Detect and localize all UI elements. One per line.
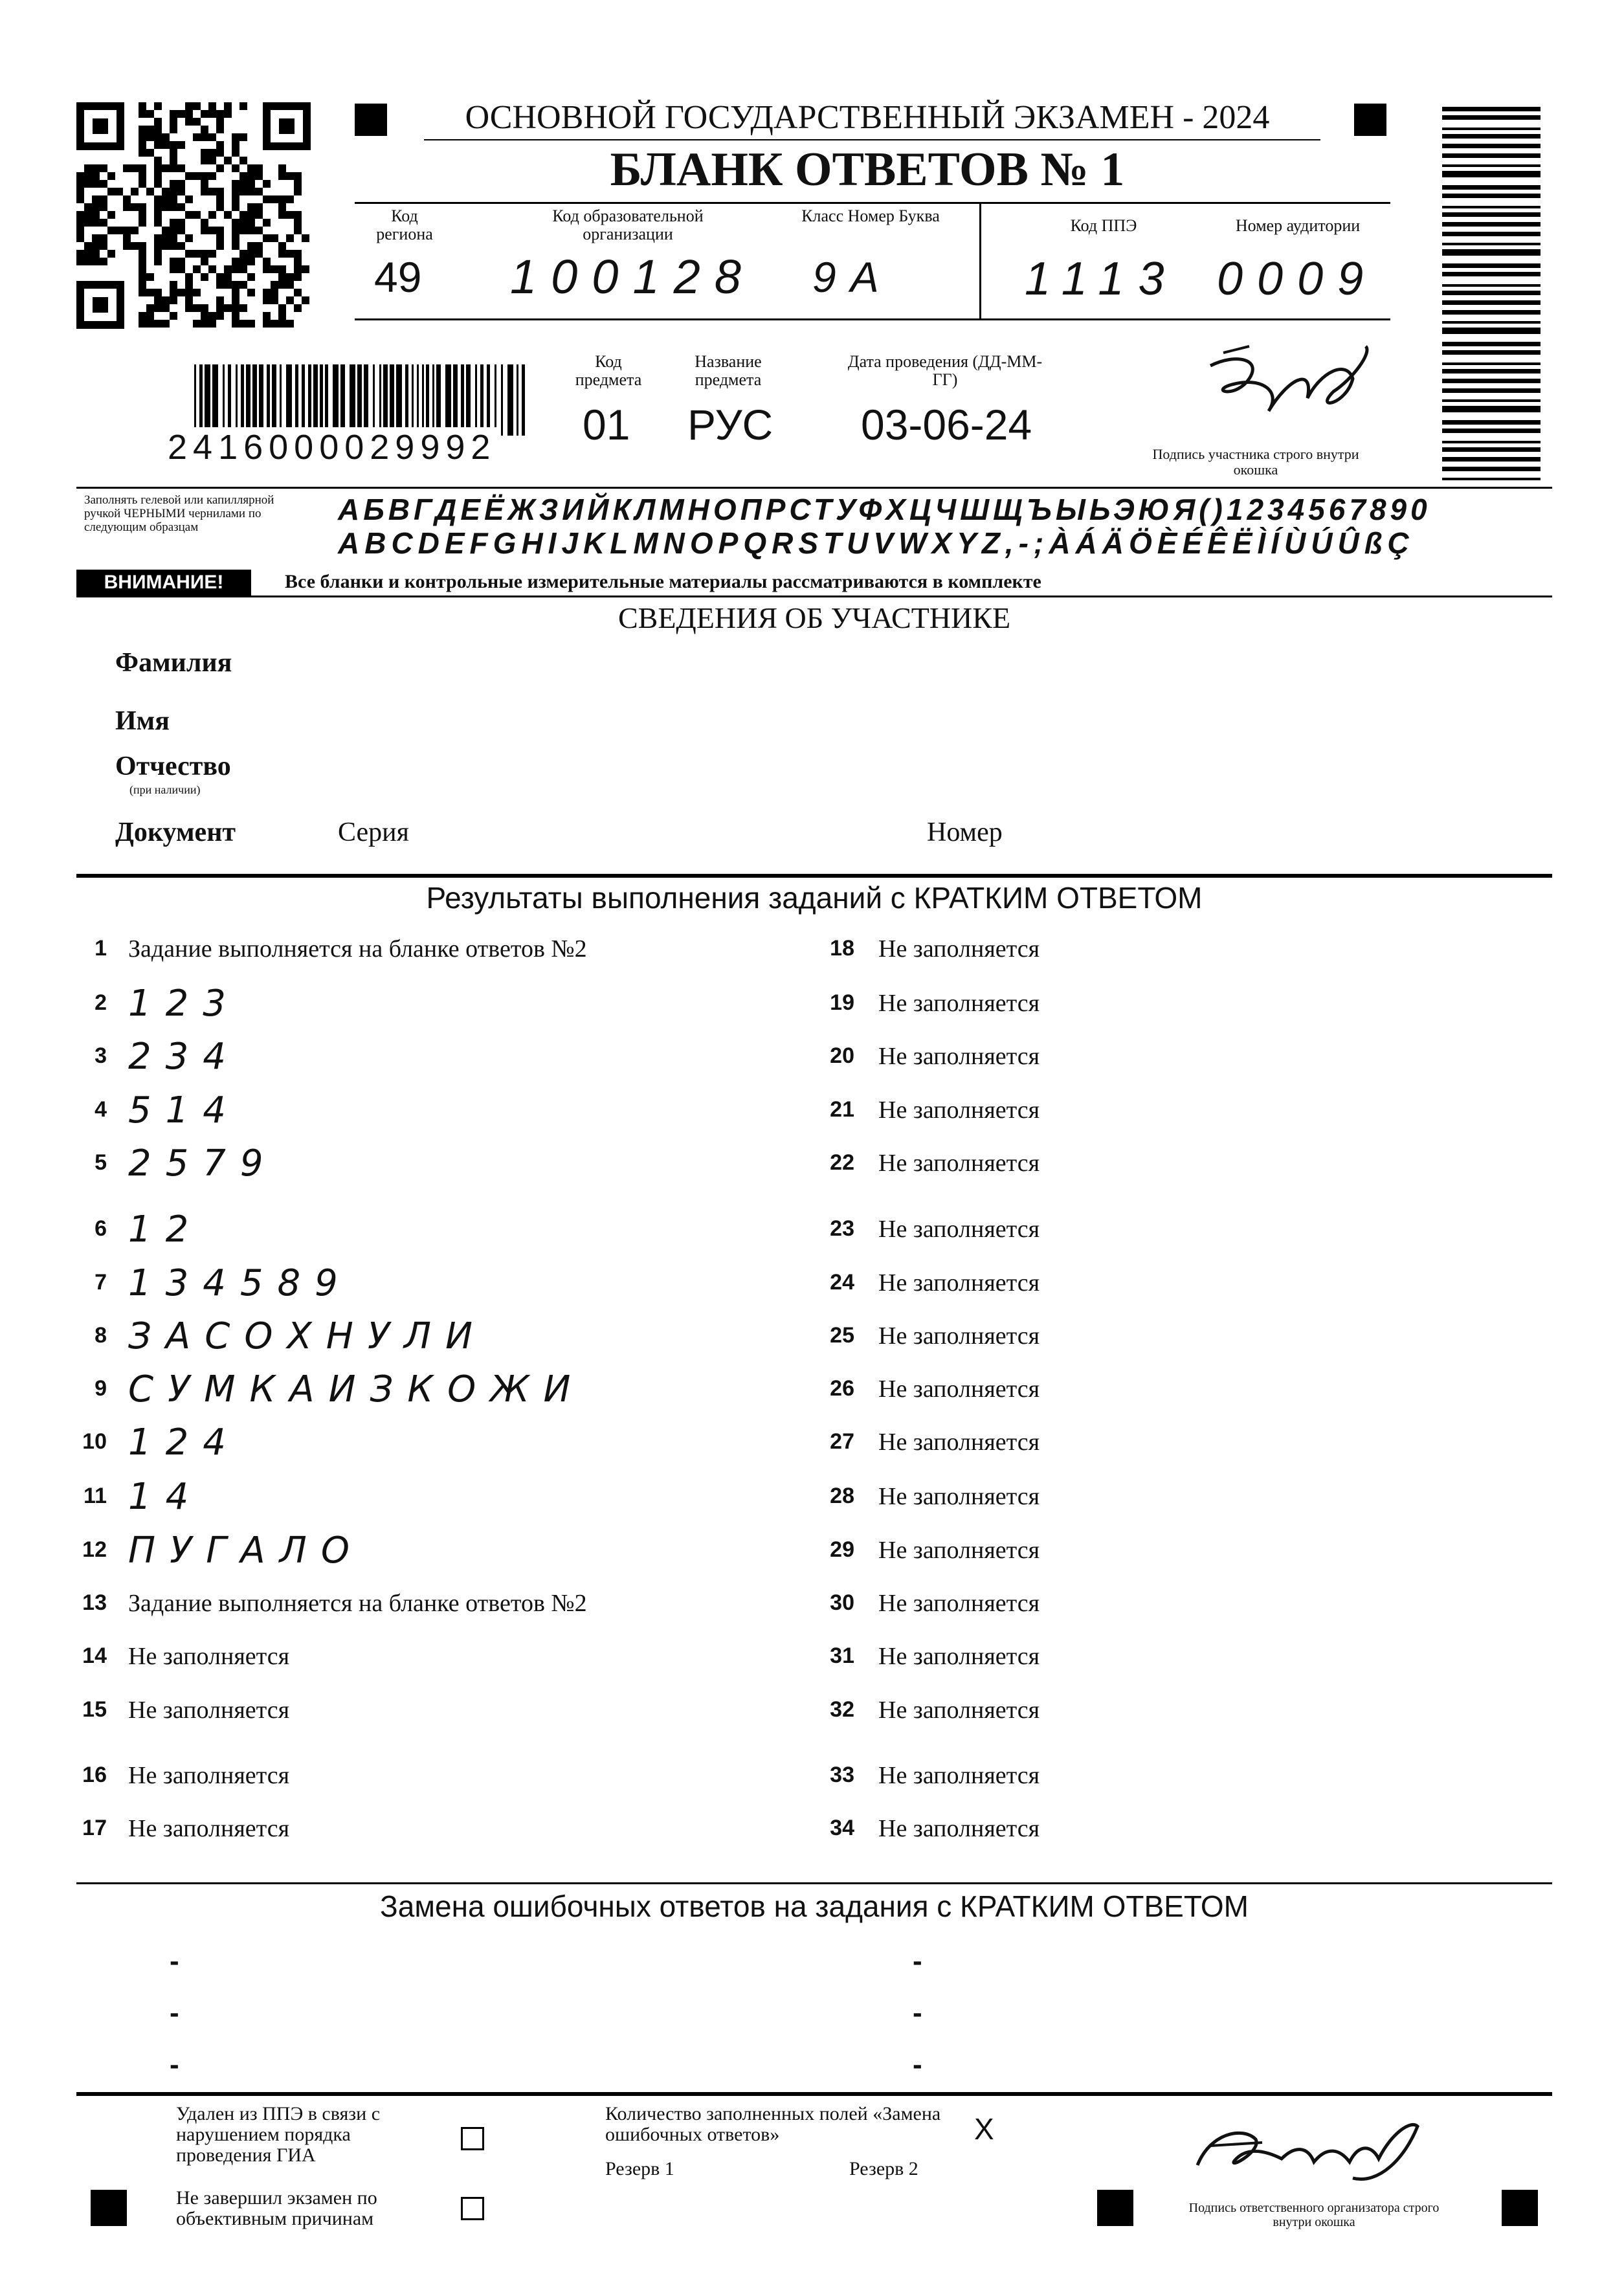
reserve-1-label: Резерв 1 — [605, 2158, 674, 2179]
qr-code — [76, 102, 311, 329]
answer-handwritten[interactable]: 14 — [128, 1476, 203, 1518]
answer-number: 17 — [82, 1816, 107, 1840]
answer-number: 23 — [830, 1216, 854, 1241]
class-value: 9А — [812, 253, 893, 301]
answer-note: Задание выполняется на бланке ответов №2 — [128, 1590, 587, 1617]
replacement-count-value: X — [974, 2112, 994, 2146]
answer-note: Не заполняется — [878, 990, 1040, 1017]
answer-number: 28 — [830, 1484, 854, 1508]
replacement-count-label: Количество заполненных полей «Замена ошибочных ответов» — [605, 2103, 941, 2145]
answer-note: Не заполняется — [878, 1483, 1040, 1510]
subject-code-value: 01 — [583, 401, 630, 449]
answer-handwritten[interactable]: 514 — [128, 1089, 240, 1131]
answer-number: 22 — [830, 1150, 854, 1175]
answer-note: Не заполняется — [878, 1322, 1040, 1350]
registration-mark-bottom-right — [1502, 2190, 1538, 2226]
org-code-label: Код образовательной организации — [552, 206, 704, 243]
answer-handwritten[interactable]: 124 — [128, 1421, 240, 1464]
answer-number: 21 — [830, 1097, 854, 1122]
answer-note: Не заполняется — [128, 1643, 290, 1670]
answer-note: Не заполняется — [878, 935, 1040, 963]
answer-number: 27 — [830, 1429, 854, 1454]
fill-instruction: Заполнять гелевой или капиллярной ручкой ЧЕРНЫМИ чернилами по следующим образцам — [84, 493, 274, 534]
answer-note: Не заполняется — [878, 1097, 1040, 1124]
exam-title: ОСНОВНОЙ ГОСУДАРСТВЕННЫЙ ЭКЗАМЕН - 2024 — [465, 99, 1270, 136]
answer-handwritten[interactable]: 2579 — [128, 1142, 278, 1185]
removed-from-ppe-checkbox[interactable] — [461, 2127, 484, 2150]
series-label: Серия — [338, 818, 409, 847]
answer-note: Не заполняется — [878, 1762, 1040, 1789]
answer-note: Не заполняется — [878, 1815, 1040, 1842]
answer-note: Задание выполняется на бланке ответов №2 — [128, 935, 587, 963]
replacement-slot[interactable]: - — [170, 1997, 179, 2029]
region-code-value: 49 — [374, 253, 422, 301]
answer-note: Не заполняется — [128, 1815, 290, 1842]
answer-number: 29 — [830, 1537, 854, 1562]
answer-number: 3 — [95, 1043, 107, 1068]
patronymic-note: (при наличии) — [129, 783, 201, 796]
replacement-section-title: Замена ошибочных ответов на задания с КРАТКИМ ОТВЕТОМ — [380, 1889, 1249, 1923]
replacement-slot[interactable]: - — [913, 1945, 922, 1977]
surname-label: Фамилия — [115, 648, 232, 678]
answer-handwritten[interactable]: 234 — [128, 1036, 240, 1078]
room-number-value: 0009 — [1217, 253, 1378, 305]
subject-code-label: Код предмета — [575, 352, 642, 389]
org-code-value: 100128 — [510, 250, 755, 304]
removed-from-ppe-label: Удален из ППЭ в связи с нарушением порядка проведения ГИА — [176, 2103, 381, 2166]
replacement-slot[interactable]: - — [913, 1997, 922, 2029]
answer-note: Не заполняется — [878, 1429, 1040, 1456]
answer-number: 5 — [95, 1150, 107, 1175]
not-finished-label: Не завершил экзамен по объективным причинам — [176, 2187, 377, 2229]
document-label: Документ — [115, 818, 236, 847]
answer-handwritten[interactable]: ЗАСОХНУЛИ — [128, 1315, 487, 1357]
participant-signature-caption: Подпись участника строго внутри окошка — [1152, 446, 1359, 478]
answer-note: Не заполняется — [128, 1762, 290, 1789]
registration-mark-top-right — [1354, 104, 1386, 136]
answer-number: 13 — [82, 1590, 107, 1615]
ppe-code-value: 1113 — [1025, 253, 1179, 305]
answer-number: 8 — [95, 1323, 107, 1348]
answer-note: Не заполняется — [878, 1643, 1040, 1670]
registration-mark-bottom-mid — [1097, 2190, 1133, 2226]
answer-number: 14 — [82, 1643, 107, 1668]
answer-handwritten[interactable]: 123 — [128, 983, 240, 1025]
answer-number: 33 — [830, 1763, 854, 1787]
participant-section-title: СВЕДЕНИЯ ОБ УЧАСТНИКЕ — [617, 601, 1011, 634]
room-number-label: Номер аудитории — [1235, 216, 1361, 235]
name-label: Имя — [115, 706, 170, 736]
replacement-slot[interactable]: - — [170, 1945, 179, 1977]
replacement-slot[interactable]: - — [170, 2049, 179, 2080]
sample-row-latin: ABCDEFGHIJKLMNOPQRSTUVWXYZ,-;ÀÁÄÖÈÉÊËÌÍÙÚÛßÇ — [338, 526, 1415, 560]
warning-text: Все бланки и контрольные измерительные материалы рассматриваются в комплекте — [285, 571, 1041, 592]
answer-note: Не заполняется — [878, 1375, 1040, 1403]
answer-number: 1 — [95, 936, 107, 961]
answer-number: 20 — [830, 1043, 854, 1068]
class-label: Класс Номер Буква — [801, 206, 940, 225]
answer-handwritten[interactable]: СУМКАИЗКОЖИ — [128, 1368, 585, 1410]
answer-number: 7 — [95, 1270, 107, 1295]
answer-number: 24 — [830, 1270, 854, 1295]
answer-number: 4 — [95, 1097, 107, 1122]
side-barcode — [1442, 107, 1541, 482]
answer-number: 18 — [830, 936, 854, 961]
answer-number: 31 — [830, 1643, 854, 1668]
answers-section-title: Результаты выполнения заданий с КРАТКИМ ОТВЕТОМ — [426, 881, 1203, 915]
patronymic-label: Отчество — [115, 752, 231, 781]
answer-note: Не заполняется — [878, 1537, 1040, 1564]
organizer-signature-caption: Подпись ответственного организатора строго внутри окошка — [1188, 2201, 1440, 2229]
not-finished-checkbox[interactable] — [461, 2197, 484, 2220]
answer-number: 32 — [830, 1697, 854, 1722]
answer-note: Не заполняется — [878, 1043, 1040, 1070]
answer-note: Не заполняется — [878, 1216, 1040, 1243]
answer-handwritten[interactable]: ПУГАЛО — [128, 1530, 364, 1572]
exam-date-value: 03-06-24 — [861, 401, 1032, 449]
form-title: БЛАНК ОТВЕТОВ № 1 — [610, 143, 1125, 196]
answer-handwritten[interactable]: 134589 — [128, 1262, 352, 1304]
answer-number: 30 — [830, 1590, 854, 1615]
barcode — [194, 364, 531, 436]
exam-date-label: Дата проведения (ДД-ММ-ГГ) — [847, 352, 1043, 389]
warning-badge: ВНИМАНИЕ! — [76, 570, 251, 596]
answer-number: 15 — [82, 1697, 107, 1722]
answer-note: Не заполняется — [878, 1150, 1040, 1177]
answer-number: 2 — [95, 990, 107, 1015]
organizer-signature — [1185, 2107, 1430, 2191]
answer-number: 34 — [830, 1816, 854, 1840]
barcode-number: 2416000029992 — [165, 427, 498, 467]
answer-number: 16 — [82, 1763, 107, 1787]
answer-note: Не заполняется — [878, 1697, 1040, 1724]
registration-mark-top-left — [355, 104, 387, 136]
answer-number: 19 — [830, 990, 854, 1015]
answer-note: Не заполняется — [128, 1697, 290, 1724]
answer-number: 6 — [95, 1216, 107, 1241]
reserve-2-label: Резерв 2 — [849, 2158, 918, 2179]
answer-number: 26 — [830, 1376, 854, 1401]
answer-number: 12 — [82, 1537, 107, 1562]
answer-number: 9 — [95, 1376, 107, 1401]
answer-number: 10 — [82, 1429, 107, 1454]
registration-mark-bottom-left — [91, 2190, 127, 2226]
subject-name-label: Название предмета — [695, 352, 762, 389]
answer-note: Не заполняется — [878, 1590, 1040, 1617]
subject-name-value: РУС — [687, 401, 773, 449]
answer-number: 11 — [83, 1484, 107, 1508]
sample-row-cyrillic: АБВГДЕЁЖЗИЙКЛМНОПРСТУФХЦЧШЩЪЫЬЭЮЯ()1234567890 — [338, 493, 1431, 526]
answer-handwritten[interactable]: 12 — [128, 1208, 203, 1251]
region-code-label: Код региона — [376, 206, 433, 243]
number-label: Номер — [927, 818, 1003, 847]
replacement-slot[interactable]: - — [913, 2049, 922, 2080]
answer-number: 25 — [830, 1323, 854, 1348]
ppe-code-label: Код ППЭ — [1070, 216, 1137, 235]
answer-note: Не заполняется — [878, 1269, 1040, 1297]
participant-signature — [1185, 340, 1385, 430]
